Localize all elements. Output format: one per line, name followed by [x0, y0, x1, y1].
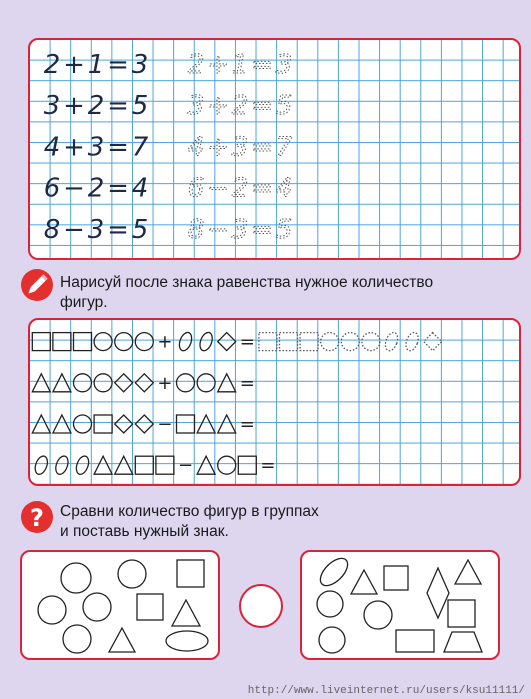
left-group-svg [22, 552, 218, 658]
shape-triangle [218, 374, 236, 392]
shape-triangle [115, 456, 133, 474]
traced-equation-symbol: − [207, 173, 229, 204]
shape-square [280, 333, 298, 351]
equation-symbol: − [63, 173, 85, 204]
traced-equation-symbol: 5 [275, 91, 293, 122]
group-circle [38, 596, 66, 624]
shape-triangle [218, 415, 236, 433]
traced-equation-symbol: 7 [275, 132, 293, 163]
group-trapezoid [444, 632, 482, 652]
compare-sign-circle[interactable] [239, 584, 283, 628]
equation-symbol: = [107, 173, 129, 204]
equation-symbol: 4 [43, 132, 61, 163]
equation-symbol: 1 [87, 50, 105, 80]
group-circle [83, 593, 111, 621]
shape-oval [74, 454, 91, 476]
shape-row-operator: = [239, 331, 255, 353]
traced-equation-symbol: + [207, 91, 229, 122]
traced-equation-symbol: + [207, 50, 229, 80]
shape-oval [53, 454, 70, 476]
equation-symbol: 2 [87, 173, 105, 204]
traced-equation-symbol: 2 [231, 91, 249, 122]
shape-square [156, 456, 174, 474]
traced-equation-symbol: 4 [187, 132, 205, 163]
shape-oval [198, 331, 215, 353]
traced-equation-symbol: 3 [231, 132, 249, 163]
group-triangle [351, 570, 377, 594]
shape-row-operator: + [157, 372, 173, 394]
shape-circle [218, 456, 236, 474]
shape-row-operator: = [239, 414, 255, 435]
group-square [448, 600, 475, 627]
group-circle [118, 560, 146, 588]
group-triangle [109, 628, 135, 652]
group-oval [316, 554, 353, 591]
traced-equation-symbol: − [207, 214, 229, 245]
equations-svg [30, 40, 521, 260]
task2-line1: Сравни количество фигур в группах [60, 503, 319, 520]
left-shape-group [20, 550, 220, 660]
group-circle [319, 627, 345, 653]
shape-triangle [94, 456, 112, 474]
equation-symbol: 3 [87, 214, 105, 245]
right-shape-group [300, 550, 500, 660]
footer-url: http://www.liveinternet.ru/users/ksu11111/ [247, 685, 525, 697]
traced-equation-symbol: 2 [187, 50, 205, 80]
traced-equation-symbol: 4 [275, 173, 293, 204]
group-square [137, 594, 163, 620]
traced-equation-symbol: 6 [187, 173, 205, 204]
shape-oval [177, 331, 194, 353]
group-oval [166, 631, 208, 651]
shape-square [177, 415, 195, 433]
group-circle [63, 625, 91, 653]
equation-symbol: = [107, 214, 129, 245]
equation-symbol: − [63, 214, 85, 245]
shape-row-operator: + [157, 331, 173, 353]
traced-equation-symbol: = [251, 132, 273, 163]
task1-instruction [60, 273, 433, 313]
shape-triangle [53, 374, 71, 392]
traced-equation-symbol: 5 [275, 214, 293, 245]
group-circle [61, 563, 91, 593]
pencil-icon [20, 268, 54, 307]
equation-symbol: + [63, 50, 85, 80]
traced-equation-symbol: = [251, 91, 273, 122]
right-group-svg [302, 552, 498, 658]
group-triangle [172, 600, 200, 626]
shape-diamond [424, 333, 442, 351]
shape-row-operator: − [177, 455, 194, 477]
traced-equation-symbol: = [251, 50, 273, 80]
traced-equation-symbol: + [207, 132, 229, 163]
equations-panel [28, 38, 521, 260]
shape-circle [341, 333, 359, 351]
group-square [384, 566, 408, 590]
traced-equation-symbol: 1 [231, 50, 249, 80]
shape-row-operator: − [157, 414, 173, 435]
shape-row-operator: = [239, 372, 255, 394]
equation-symbol: 6 [43, 173, 61, 204]
traced-equation-symbol: 3 [275, 50, 293, 80]
svg-text:?: ? [30, 504, 44, 532]
shape-square [238, 456, 256, 474]
task2-line2: и поставь нужный знак. [60, 523, 229, 540]
shape-circle [135, 333, 153, 351]
equation-symbol: 4 [131, 173, 149, 204]
shape-diamond [218, 333, 236, 351]
shape-square [32, 333, 50, 351]
group-rectangle [396, 630, 434, 652]
shape-triangle [53, 415, 71, 433]
equation-symbol: 5 [131, 91, 149, 122]
shape-square [135, 456, 153, 474]
shape-diamond [115, 374, 133, 392]
equation-symbol: 2 [43, 50, 61, 80]
shape-circle [74, 374, 92, 392]
shape-diamond [115, 415, 133, 433]
shape-circle [115, 333, 133, 351]
shape-oval [383, 331, 400, 353]
shape-square [94, 415, 112, 433]
shape-circle [197, 374, 215, 392]
shape-circle [74, 415, 92, 433]
shape-oval [33, 454, 50, 476]
traced-equation-symbol: 2 [231, 173, 249, 204]
shape-triangle [197, 415, 215, 433]
equation-symbol: 3 [87, 132, 105, 163]
traced-equation-symbol: = [251, 173, 273, 204]
shape-triangle [197, 456, 215, 474]
shape-circle [362, 333, 380, 351]
shapes-panel [28, 318, 521, 486]
equation-symbol: = [107, 50, 129, 80]
equation-symbol: + [63, 132, 85, 163]
equation-symbol: 3 [43, 91, 61, 122]
shape-diamond [135, 415, 153, 433]
shape-square [300, 333, 318, 351]
equation-symbol: 5 [131, 214, 149, 245]
equation-symbol: 8 [43, 214, 61, 245]
shape-row-operator: = [260, 455, 276, 477]
shape-square [259, 333, 277, 351]
task1-line1: Нарисуй после знака равенства нужное количество [60, 274, 434, 291]
shape-square [53, 333, 71, 351]
equation-symbol: 2 [87, 91, 105, 122]
equation-symbol: 3 [131, 50, 149, 80]
shape-diamond [135, 374, 153, 392]
shape-triangle [32, 374, 50, 392]
group-square [177, 560, 204, 587]
task2-instruction [60, 502, 319, 542]
traced-equation-symbol: = [251, 214, 273, 245]
shape-circle [94, 333, 112, 351]
traced-equation-symbol: 8 [187, 214, 205, 245]
shape-circle [321, 333, 339, 351]
task1-line2: фигур. [60, 294, 108, 311]
equation-symbol: = [107, 132, 129, 163]
group-circle [317, 591, 343, 617]
shape-square [74, 333, 92, 351]
shapes-svg [30, 320, 521, 486]
traced-equation-symbol: 3 [231, 214, 249, 245]
group-circle [364, 601, 392, 629]
equation-symbol: + [63, 91, 85, 122]
shape-circle [94, 374, 112, 392]
group-triangle [455, 560, 481, 584]
group-diamond [427, 568, 449, 618]
traced-equation-symbol: 3 [187, 91, 205, 122]
equation-symbol: = [107, 91, 129, 122]
equation-symbol: 7 [131, 132, 149, 163]
shape-circle [177, 374, 195, 392]
shape-oval [404, 331, 421, 353]
question-icon [20, 500, 54, 539]
shape-triangle [32, 415, 50, 433]
